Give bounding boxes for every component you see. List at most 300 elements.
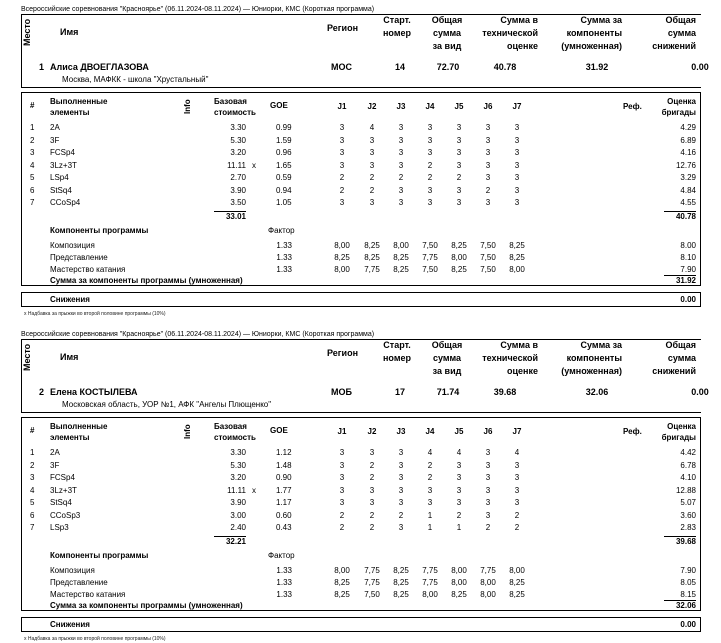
judge-goe: 2 xyxy=(369,523,375,532)
judge-goe: 3 xyxy=(369,198,375,207)
judge-goe: 3 xyxy=(514,123,520,132)
pcs-score: 31.92 xyxy=(585,62,609,72)
judge-goe: 3 xyxy=(485,135,491,145)
judge-goe: 3 xyxy=(398,160,404,170)
component-score: 8.15 xyxy=(680,590,696,599)
region-header: Регион xyxy=(327,23,358,33)
element-goe: 1.59 xyxy=(276,135,292,145)
component-judge-mark: 7,50 xyxy=(480,253,496,262)
component-judge-mark: 7,75 xyxy=(422,566,438,575)
element-bonus xyxy=(252,524,260,534)
components-title: Компоненты программы xyxy=(50,551,149,560)
pcs-header: Сумма за компоненты (умноженная) xyxy=(561,15,622,51)
component-judge-mark: 7,75 xyxy=(422,253,438,262)
judge-goe: 3 xyxy=(514,473,520,482)
elements-header: Выполненные элементы xyxy=(50,422,108,442)
judge-goe: 3 xyxy=(456,185,462,195)
element-score: 2.83 xyxy=(680,523,696,532)
judge-goe: 2 xyxy=(456,173,462,182)
total-score-header: Общая сумма за вид xyxy=(431,340,463,376)
rank: 1 xyxy=(38,62,44,72)
element-index: 2 xyxy=(30,135,35,145)
judge-goe: 3 xyxy=(456,460,462,470)
judge-goe: 3 xyxy=(339,473,345,482)
judge-header: J5 xyxy=(454,102,464,111)
judge-goe: 3 xyxy=(369,148,375,157)
info-header: Info xyxy=(183,424,192,439)
element-goe: 0.90 xyxy=(276,473,292,482)
base-value-header: Базовая стоимость xyxy=(214,422,256,442)
element-base: 3.30 xyxy=(230,123,246,132)
judge-header: J5 xyxy=(454,427,464,436)
element-name: FCSp4 xyxy=(50,148,75,157)
component-judge-mark: 8,00 xyxy=(451,253,467,262)
element-name: 2A xyxy=(50,448,60,457)
element-name: FCSp4 xyxy=(50,473,75,482)
judge-goe: 2 xyxy=(514,523,520,532)
element-goe: 0.43 xyxy=(276,523,292,532)
judge-goe: 3 xyxy=(398,460,404,470)
component-judge-mark: 8,00 xyxy=(334,566,350,575)
judge-goe: 4 xyxy=(514,448,520,457)
judge-goe: 4 xyxy=(427,448,433,457)
skater-name: Елена КОСТЫЛЕВА xyxy=(50,387,138,397)
component-factor: 1.33 xyxy=(276,566,292,575)
element-score: 5.07 xyxy=(680,498,696,507)
deductions-total: 0.00 xyxy=(691,62,709,72)
element-index: 6 xyxy=(30,510,35,520)
component-factor: 1.33 xyxy=(276,265,292,274)
element-bonus xyxy=(252,149,260,159)
idx-header: # xyxy=(30,101,35,110)
judge-goe: 3 xyxy=(339,198,345,207)
component-judge-mark: 8,00 xyxy=(480,590,496,599)
judge-goe: 3 xyxy=(398,448,404,457)
element-bonus xyxy=(252,512,260,522)
judge-header: J4 xyxy=(425,427,435,436)
judge-goe: 1 xyxy=(427,523,433,532)
element-name: StSq4 xyxy=(50,498,72,507)
element-name: CCoSp4 xyxy=(50,198,81,207)
judge-goe: 2 xyxy=(339,510,345,520)
judge-goe: 2 xyxy=(398,173,404,182)
judge-goe: 3 xyxy=(398,185,404,195)
element-index: 4 xyxy=(30,160,35,170)
elements-header: Выполненные элементы xyxy=(50,97,108,117)
component-judge-mark: 8,00 xyxy=(393,241,409,250)
info-header: Info xyxy=(183,99,192,114)
judge-goe: 3 xyxy=(339,485,345,495)
element-index: 7 xyxy=(30,198,35,207)
deductions-label: Снижения xyxy=(50,295,90,304)
judge-goe: 2 xyxy=(456,510,462,520)
tes-header: Сумма в технической оценке xyxy=(482,340,538,376)
element-name: StSq4 xyxy=(50,185,72,195)
deductions-total: 0.00 xyxy=(691,387,709,397)
element-index: 3 xyxy=(30,148,35,157)
total-score: 71.74 xyxy=(436,387,460,397)
judge-goe: 3 xyxy=(427,148,433,157)
element-score: 3.60 xyxy=(680,510,696,520)
element-base: 5.30 xyxy=(230,460,246,470)
name-header: Имя xyxy=(60,27,79,37)
component-factor: 1.33 xyxy=(276,578,292,587)
judge-goe: 3 xyxy=(369,485,375,495)
component-judge-mark: 7,75 xyxy=(364,578,380,587)
component-judge-mark: 8,25 xyxy=(451,265,467,274)
judge-goe: 2 xyxy=(427,473,433,482)
element-index: 1 xyxy=(30,448,35,457)
judge-header: J1 xyxy=(337,102,347,111)
component-judge-mark: 7,75 xyxy=(480,566,496,575)
components-sum-label: Сумма за компоненты программы (умноженная) xyxy=(50,601,243,610)
judge-goe: 2 xyxy=(514,510,520,520)
judge-goe: 3 xyxy=(398,485,404,495)
judge-goe: 3 xyxy=(514,498,520,507)
component-score: 8.05 xyxy=(680,578,696,587)
element-base: 3.50 xyxy=(230,198,246,207)
factor-header: Фактор xyxy=(268,226,295,235)
component-judge-mark: 8,25 xyxy=(334,253,350,262)
component-score: 8.10 xyxy=(680,253,696,262)
judge-goe: 2 xyxy=(339,173,345,182)
judge-goe: 3 xyxy=(485,498,491,507)
judge-goe: 3 xyxy=(398,123,404,132)
judge-goe: 3 xyxy=(485,198,491,207)
element-name: 3Lz+3T xyxy=(50,160,77,170)
component-name: Представление xyxy=(50,253,108,262)
element-score: 3.29 xyxy=(680,173,696,182)
judge-goe: 3 xyxy=(485,448,491,457)
judge-goe: 3 xyxy=(456,198,462,207)
rule-line xyxy=(21,412,701,413)
footnote: x Надбавка за прыжки во второй половине программы (10%) xyxy=(24,636,166,642)
judge-goe: 3 xyxy=(514,460,520,470)
component-judge-mark: 8,25 xyxy=(451,590,467,599)
judge-goe: 1 xyxy=(427,510,433,520)
pcs-header: Сумма за компоненты (умноженная) xyxy=(561,340,622,376)
component-name: Мастерство катания xyxy=(50,265,126,274)
element-bonus xyxy=(252,462,260,472)
element-bonus xyxy=(252,199,260,209)
judge-goe: 4 xyxy=(369,123,375,132)
component-judge-mark: 8,00 xyxy=(480,578,496,587)
component-score: 7.90 xyxy=(680,265,696,274)
judge-goe: 3 xyxy=(514,173,520,182)
element-goe: 1.05 xyxy=(276,198,292,207)
component-judge-mark: 8,00 xyxy=(334,241,350,250)
component-factor: 1.33 xyxy=(276,590,292,599)
element-score: 4.29 xyxy=(680,123,696,132)
start-number-header: Старт. номер xyxy=(383,15,411,38)
total-score: 72.70 xyxy=(436,62,460,72)
place-label: Место xyxy=(22,18,32,46)
element-goe: 1.77 xyxy=(276,485,292,495)
base-total: 32.21 xyxy=(225,537,246,546)
element-bonus xyxy=(252,449,260,459)
tes-score: 40.78 xyxy=(493,62,517,72)
judge-goe: 3 xyxy=(456,148,462,157)
element-base: 5.30 xyxy=(230,135,246,145)
element-score: 4.42 xyxy=(680,448,696,457)
element-base: 3.30 xyxy=(230,448,246,457)
component-judge-mark: 8,25 xyxy=(364,241,380,250)
element-base: 11.11 xyxy=(227,160,246,170)
element-index: 4 xyxy=(30,485,35,495)
judge-goe: 3 xyxy=(485,473,491,482)
element-base: 2.40 xyxy=(230,523,246,532)
skater-club: Москва, МАФКК - школа "Хрустальный" xyxy=(62,75,209,84)
region-header: Регион xyxy=(327,348,358,358)
element-index: 5 xyxy=(30,498,35,507)
judge-goe: 3 xyxy=(427,135,433,145)
judge-goe: 2 xyxy=(427,173,433,182)
component-score: 8.00 xyxy=(680,241,696,250)
idx-header: # xyxy=(30,426,35,435)
pcs-total: 32.06 xyxy=(675,601,696,610)
judge-goe: 2 xyxy=(485,185,491,195)
element-goe: 1.12 xyxy=(276,448,292,457)
component-judge-mark: 7,50 xyxy=(364,590,380,599)
judge-goe: 2 xyxy=(339,185,345,195)
element-name: LSp4 xyxy=(50,173,69,182)
judge-goe: 3 xyxy=(427,485,433,495)
judge-goe: 3 xyxy=(369,448,375,457)
judge-header: J2 xyxy=(367,427,377,436)
element-bonus xyxy=(252,187,260,197)
total-score-header: Общая сумма за вид xyxy=(431,15,463,51)
element-score: 4.84 xyxy=(680,185,696,195)
element-index: 6 xyxy=(30,185,35,195)
region-code: МОБ xyxy=(331,387,352,397)
panel-score-header: Оценка бригады xyxy=(661,422,696,442)
judge-goe: 3 xyxy=(485,148,491,157)
judge-goe: 3 xyxy=(427,498,433,507)
judge-goe: 3 xyxy=(339,123,345,132)
footnote: x Надбавка за прыжки во второй половине программы (10%) xyxy=(24,311,166,317)
element-goe: 1.17 xyxy=(276,498,292,507)
judge-goe: 3 xyxy=(485,510,491,520)
ref-header: Реф. xyxy=(623,102,642,111)
element-score: 12.76 xyxy=(675,160,696,170)
component-judge-mark: 8,25 xyxy=(393,253,409,262)
element-base: 3.20 xyxy=(230,473,246,482)
element-index: 2 xyxy=(30,460,35,470)
element-bonus xyxy=(252,499,260,509)
judge-goe: 3 xyxy=(456,160,462,170)
element-bonus: x xyxy=(252,485,256,495)
component-judge-mark: 8,25 xyxy=(393,566,409,575)
start-number-header: Старт. номер xyxy=(383,340,411,363)
judge-goe: 3 xyxy=(339,135,345,145)
judge-goe: 3 xyxy=(514,160,520,170)
components-title: Компоненты программы xyxy=(50,226,149,235)
component-judge-mark: 8,25 xyxy=(364,253,380,262)
judge-goe: 3 xyxy=(514,135,520,145)
judge-goe: 3 xyxy=(427,198,433,207)
judge-goe: 2 xyxy=(369,173,375,182)
skater-section xyxy=(0,325,721,642)
element-goe: 0.99 xyxy=(276,123,292,132)
element-name: CCoSp3 xyxy=(50,510,81,520)
component-judge-mark: 8,00 xyxy=(509,566,525,575)
pcs-total: 31.92 xyxy=(675,276,696,285)
judge-header: J4 xyxy=(425,102,435,111)
component-name: Композиция xyxy=(50,566,95,575)
component-score: 7.90 xyxy=(680,566,696,575)
judge-goe: 3 xyxy=(369,498,375,507)
tes-score: 39.68 xyxy=(493,387,517,397)
element-index: 7 xyxy=(30,523,35,532)
tes-total: 39.68 xyxy=(675,537,696,546)
rule-line xyxy=(21,87,701,88)
goe-header: GOE xyxy=(270,101,288,110)
region-code: МОС xyxy=(331,62,352,72)
event-title: Всероссийские соревнования "Красноярье" (06.11.2024-08.11.2024) — Юниорки, КМС (Короткая программа) xyxy=(21,6,375,13)
judge-goe: 4 xyxy=(456,448,462,457)
judge-goe: 2 xyxy=(369,185,375,195)
rank: 2 xyxy=(38,387,44,397)
element-goe: 1.65 xyxy=(276,160,292,170)
element-base: 3.90 xyxy=(230,185,246,195)
judge-goe: 3 xyxy=(398,135,404,145)
judge-goe: 3 xyxy=(456,123,462,132)
judge-goe: 3 xyxy=(339,460,345,470)
judge-goe: 2 xyxy=(427,160,433,170)
pcs-score: 32.06 xyxy=(585,387,609,397)
component-judge-mark: 8,00 xyxy=(334,265,350,274)
element-bonus: x xyxy=(252,160,256,170)
judge-goe: 2 xyxy=(369,460,375,470)
element-index: 3 xyxy=(30,473,35,482)
judge-goe: 3 xyxy=(456,485,462,495)
component-name: Представление xyxy=(50,578,108,587)
judge-goe: 3 xyxy=(485,160,491,170)
element-score: 4.16 xyxy=(680,148,696,157)
base-value-header: Базовая стоимость xyxy=(214,97,256,117)
deductions-total-header: Общая сумма снижений xyxy=(652,340,696,376)
judge-goe: 3 xyxy=(514,148,520,157)
component-judge-mark: 8,25 xyxy=(451,241,467,250)
skater-name: Алиса ДВОЕГЛАЗОВА xyxy=(50,62,149,72)
component-judge-mark: 8,00 xyxy=(509,265,525,274)
element-score: 6.89 xyxy=(680,135,696,145)
deductions-value: 0.00 xyxy=(680,295,696,304)
judge-goe: 3 xyxy=(339,160,345,170)
judge-goe: 3 xyxy=(485,173,491,182)
judge-goe: 3 xyxy=(339,148,345,157)
component-name: Мастерство катания xyxy=(50,590,126,599)
tes-total: 40.78 xyxy=(675,212,696,221)
element-score: 4.10 xyxy=(680,473,696,482)
judge-goe: 3 xyxy=(339,448,345,457)
component-judge-mark: 7,75 xyxy=(364,566,380,575)
deductions-total-header: Общая сумма снижений xyxy=(652,15,696,51)
element-base: 2.70 xyxy=(230,173,246,182)
judge-goe: 2 xyxy=(339,523,345,532)
element-goe: 0.94 xyxy=(276,185,292,195)
factor-header: Фактор xyxy=(268,551,295,560)
element-score: 6.78 xyxy=(680,460,696,470)
judge-goe: 2 xyxy=(369,473,375,482)
component-judge-mark: 8,00 xyxy=(451,578,467,587)
element-bonus xyxy=(252,137,260,147)
element-score: 12.88 xyxy=(675,485,696,495)
element-name: 3Lz+3T xyxy=(50,485,77,495)
judge-header: J7 xyxy=(512,102,522,111)
judge-goe: 2 xyxy=(369,510,375,520)
element-goe: 0.96 xyxy=(276,148,292,157)
component-judge-mark: 8,25 xyxy=(334,578,350,587)
judge-header: J1 xyxy=(337,427,347,436)
judge-goe: 3 xyxy=(514,198,520,207)
judge-goe: 1 xyxy=(456,523,462,532)
judge-header: J6 xyxy=(483,102,493,111)
judge-header: J7 xyxy=(512,427,522,436)
start-number: 17 xyxy=(394,387,405,397)
components-sum-label: Сумма за компоненты программы (умноженная) xyxy=(50,276,243,285)
start-number: 14 xyxy=(394,62,405,72)
judge-goe: 3 xyxy=(514,485,520,495)
base-total: 33.01 xyxy=(225,212,246,221)
component-judge-mark: 7,50 xyxy=(422,265,438,274)
tes-header: Сумма в технической оценке xyxy=(482,15,538,51)
judge-header: J6 xyxy=(483,427,493,436)
ref-header: Реф. xyxy=(623,427,642,436)
element-name: 3F xyxy=(50,135,60,145)
element-base: 11.11 xyxy=(227,485,246,495)
element-base: 3.00 xyxy=(230,510,246,520)
component-name: Композиция xyxy=(50,241,95,250)
judge-goe: 3 xyxy=(398,523,404,532)
deductions-label: Снижения xyxy=(50,620,90,629)
element-bonus xyxy=(252,474,260,484)
element-name: 3F xyxy=(50,460,60,470)
judge-goe: 3 xyxy=(369,160,375,170)
judge-goe: 3 xyxy=(485,460,491,470)
component-judge-mark: 8,25 xyxy=(393,578,409,587)
element-bonus xyxy=(252,124,260,134)
component-judge-mark: 8,25 xyxy=(509,241,525,250)
judge-goe: 3 xyxy=(427,123,433,132)
name-header: Имя xyxy=(60,352,79,362)
component-judge-mark: 8,25 xyxy=(509,590,525,599)
judge-goe: 3 xyxy=(398,473,404,482)
element-name: 2A xyxy=(50,123,60,132)
component-judge-mark: 8,25 xyxy=(334,590,350,599)
element-name: LSp3 xyxy=(50,523,69,532)
judge-goe: 3 xyxy=(427,185,433,195)
judge-goe: 3 xyxy=(369,135,375,145)
component-judge-mark: 8,25 xyxy=(509,578,525,587)
judge-goe: 3 xyxy=(339,498,345,507)
component-judge-mark: 8,25 xyxy=(509,253,525,262)
judge-header: J2 xyxy=(367,102,377,111)
element-base: 3.90 xyxy=(230,498,246,507)
judge-goe: 3 xyxy=(456,135,462,145)
judge-goe: 3 xyxy=(398,148,404,157)
goe-header: GOE xyxy=(270,426,288,435)
component-judge-mark: 7,75 xyxy=(422,578,438,587)
component-judge-mark: 7,50 xyxy=(480,241,496,250)
judge-header: J3 xyxy=(396,102,406,111)
panel-score-header: Оценка бригады xyxy=(661,97,696,117)
skater-club: Московская область, УОР №1, АФК "Ангелы Плющенко" xyxy=(62,400,272,409)
element-bonus xyxy=(252,174,260,184)
component-judge-mark: 7,50 xyxy=(422,241,438,250)
component-judge-mark: 7,75 xyxy=(364,265,380,274)
element-goe: 1.48 xyxy=(276,460,292,470)
